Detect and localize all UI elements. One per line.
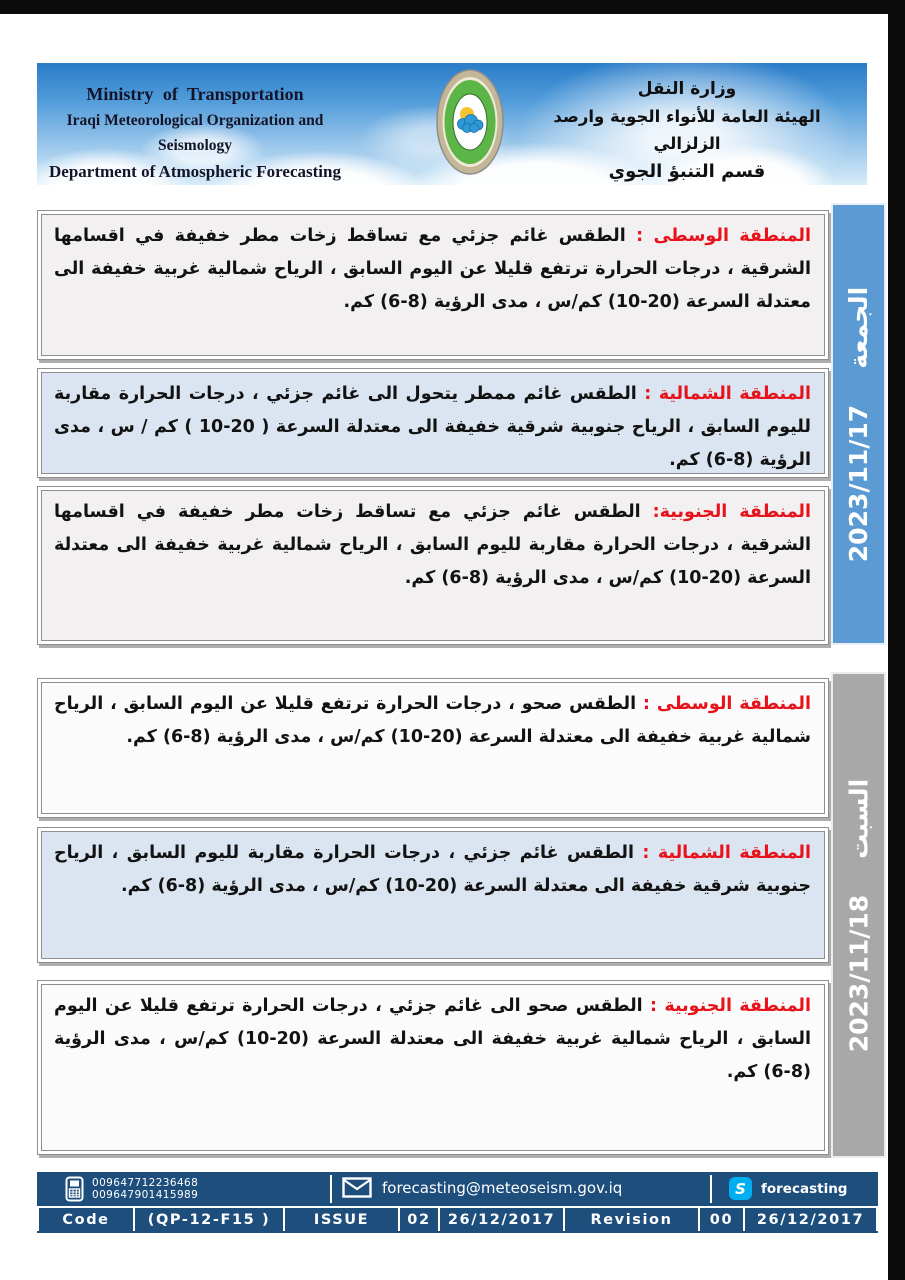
region-title: المنطقة الشمالية :	[642, 843, 811, 863]
organization-title: Iraqi Meteorological Organization and Seismology	[66, 112, 324, 154]
issue-number-cell: 02	[400, 1208, 440, 1231]
revision-number-cell: 00	[700, 1208, 745, 1231]
phone-number-1: 009647712236468	[92, 1176, 199, 1189]
region-title: المنطقة الشمالية :	[644, 384, 811, 404]
region-title: المنطقة الجنوبية :	[650, 996, 811, 1016]
footer-contact-row	[37, 1172, 878, 1206]
region-title: المنطقة الجنوبية:	[652, 502, 811, 522]
region-title: المنطقة الوسطى :	[636, 226, 812, 246]
day-label: الجمعة	[844, 286, 873, 369]
organization-seal-icon	[436, 68, 504, 176]
forecast-box-friday-northern	[37, 368, 829, 478]
day-date: 2023/11/18	[844, 894, 873, 1052]
forecast-text: الطقس صحو ، درجات الحرارة ترتفع قليلا عن اليوم السابق ، الرياح شمالية غربية خفيفة الى معتدلة السرعة (20-10) كم/س ، مدى الرؤية (8-6) كم.	[54, 694, 811, 747]
forecast-text: الطقس غائم ممطر يتحول الى غائم جزئي ، درجات الحرارة مقاربة لليوم السابق ، الرياح جنوبية شرقية خفيفة الى معتدلة السرعة ( 20-10 ) كم / س ، مدى الرؤية (8-6) كم.	[54, 384, 811, 470]
day-label: السبت	[844, 778, 873, 859]
email-address: forecasting@meteoseism.gov.iq	[382, 1178, 623, 1197]
footer-divider	[330, 1175, 332, 1203]
day-tab-saturday	[831, 672, 886, 1158]
ministry-title-arabic: وزارة النقل	[637, 79, 737, 99]
revision-label-cell: Revision	[565, 1208, 700, 1231]
revision-date-cell: 26/12/2017	[745, 1208, 878, 1231]
forecast-text: الطقس غائم جزئي ، درجات الحرارة مقاربة لليوم السابق ، الرياح جنوبية شرقية خفيفة الى معتدلة السرعة (20-10) كم/س ، مدى الرؤية (8-6) كم.	[54, 843, 811, 896]
forecast-text: الطقس غائم جزئي مع تساقط زخات مطر خفيفة في اقسامها الشرقية ، درجات الحرارة مقاربة لليوم السابق ، الرياح شمالية غربية خفيفة الى معتدلة السرعة (20-10) كم/س ، مدى الرؤية (8-6) كم.	[54, 502, 811, 588]
issue-label-cell: ISSUE	[285, 1208, 400, 1231]
skype-icon: S	[729, 1177, 752, 1200]
header-arabic-titles	[537, 75, 837, 186]
issue-date-cell: 26/12/2017	[440, 1208, 565, 1231]
forecast-box-friday-southern	[37, 486, 829, 645]
forecast-text: الطقس صحو الى غائم جزئي ، درجات الحرارة ترتفع قليلا عن اليوم السابق ، الرياح شمالية غربية خفيفة الى معتدلة السرعة (20-10) كم/س ، مدى الرؤية (8-6) كم.	[54, 996, 811, 1082]
header-english-titles	[45, 81, 345, 185]
photo-border-top	[0, 0, 905, 14]
header-banner	[37, 63, 867, 185]
document-code-row	[37, 1206, 878, 1231]
forecast-box-friday-central	[37, 210, 829, 360]
skype-username: forecasting	[761, 1180, 848, 1197]
phone-icon	[65, 1176, 84, 1202]
code-value-cell: (QP-12-F15 )	[135, 1208, 285, 1231]
forecast-box-saturday-central	[37, 678, 829, 818]
forecast-box-saturday-northern	[37, 827, 829, 963]
department-title-arabic: قسم التنبؤ الجوي	[608, 161, 766, 182]
skype-contact	[729, 1177, 847, 1200]
day-date: 2023/11/17	[844, 404, 873, 562]
organization-title-arabic: الهيئة العامة للأنواء الجوية وارصد الزلزالي	[553, 107, 821, 153]
phone-number-2: 009647901415989	[92, 1189, 199, 1201]
envelope-icon	[342, 1177, 372, 1198]
day-tab-friday	[831, 203, 886, 645]
forecast-box-saturday-southern	[37, 980, 829, 1155]
email-contact	[342, 1177, 622, 1198]
phone-contact	[65, 1176, 198, 1202]
region-title: المنطقة الوسطى :	[643, 694, 811, 714]
footer-divider	[710, 1175, 712, 1203]
ministry-title: Ministry of Transportation	[86, 84, 304, 104]
footer	[37, 1172, 878, 1233]
forecast-text: الطقس غائم جزئي مع تساقط زخات مطر خفيفة في اقسامها الشرقية ، درجات الحرارة ترتفع قليلا عن اليوم السابق ، الرياح شمالية غربية خفيفة الى معتدلة السرعة (20-10) كم/س ، مدى الرؤية (8-6) كم.	[54, 226, 811, 312]
code-label-cell: Code	[37, 1208, 135, 1231]
photo-border-right	[888, 0, 905, 1280]
department-title: Department of Atmospheric Forecasting	[49, 162, 341, 181]
